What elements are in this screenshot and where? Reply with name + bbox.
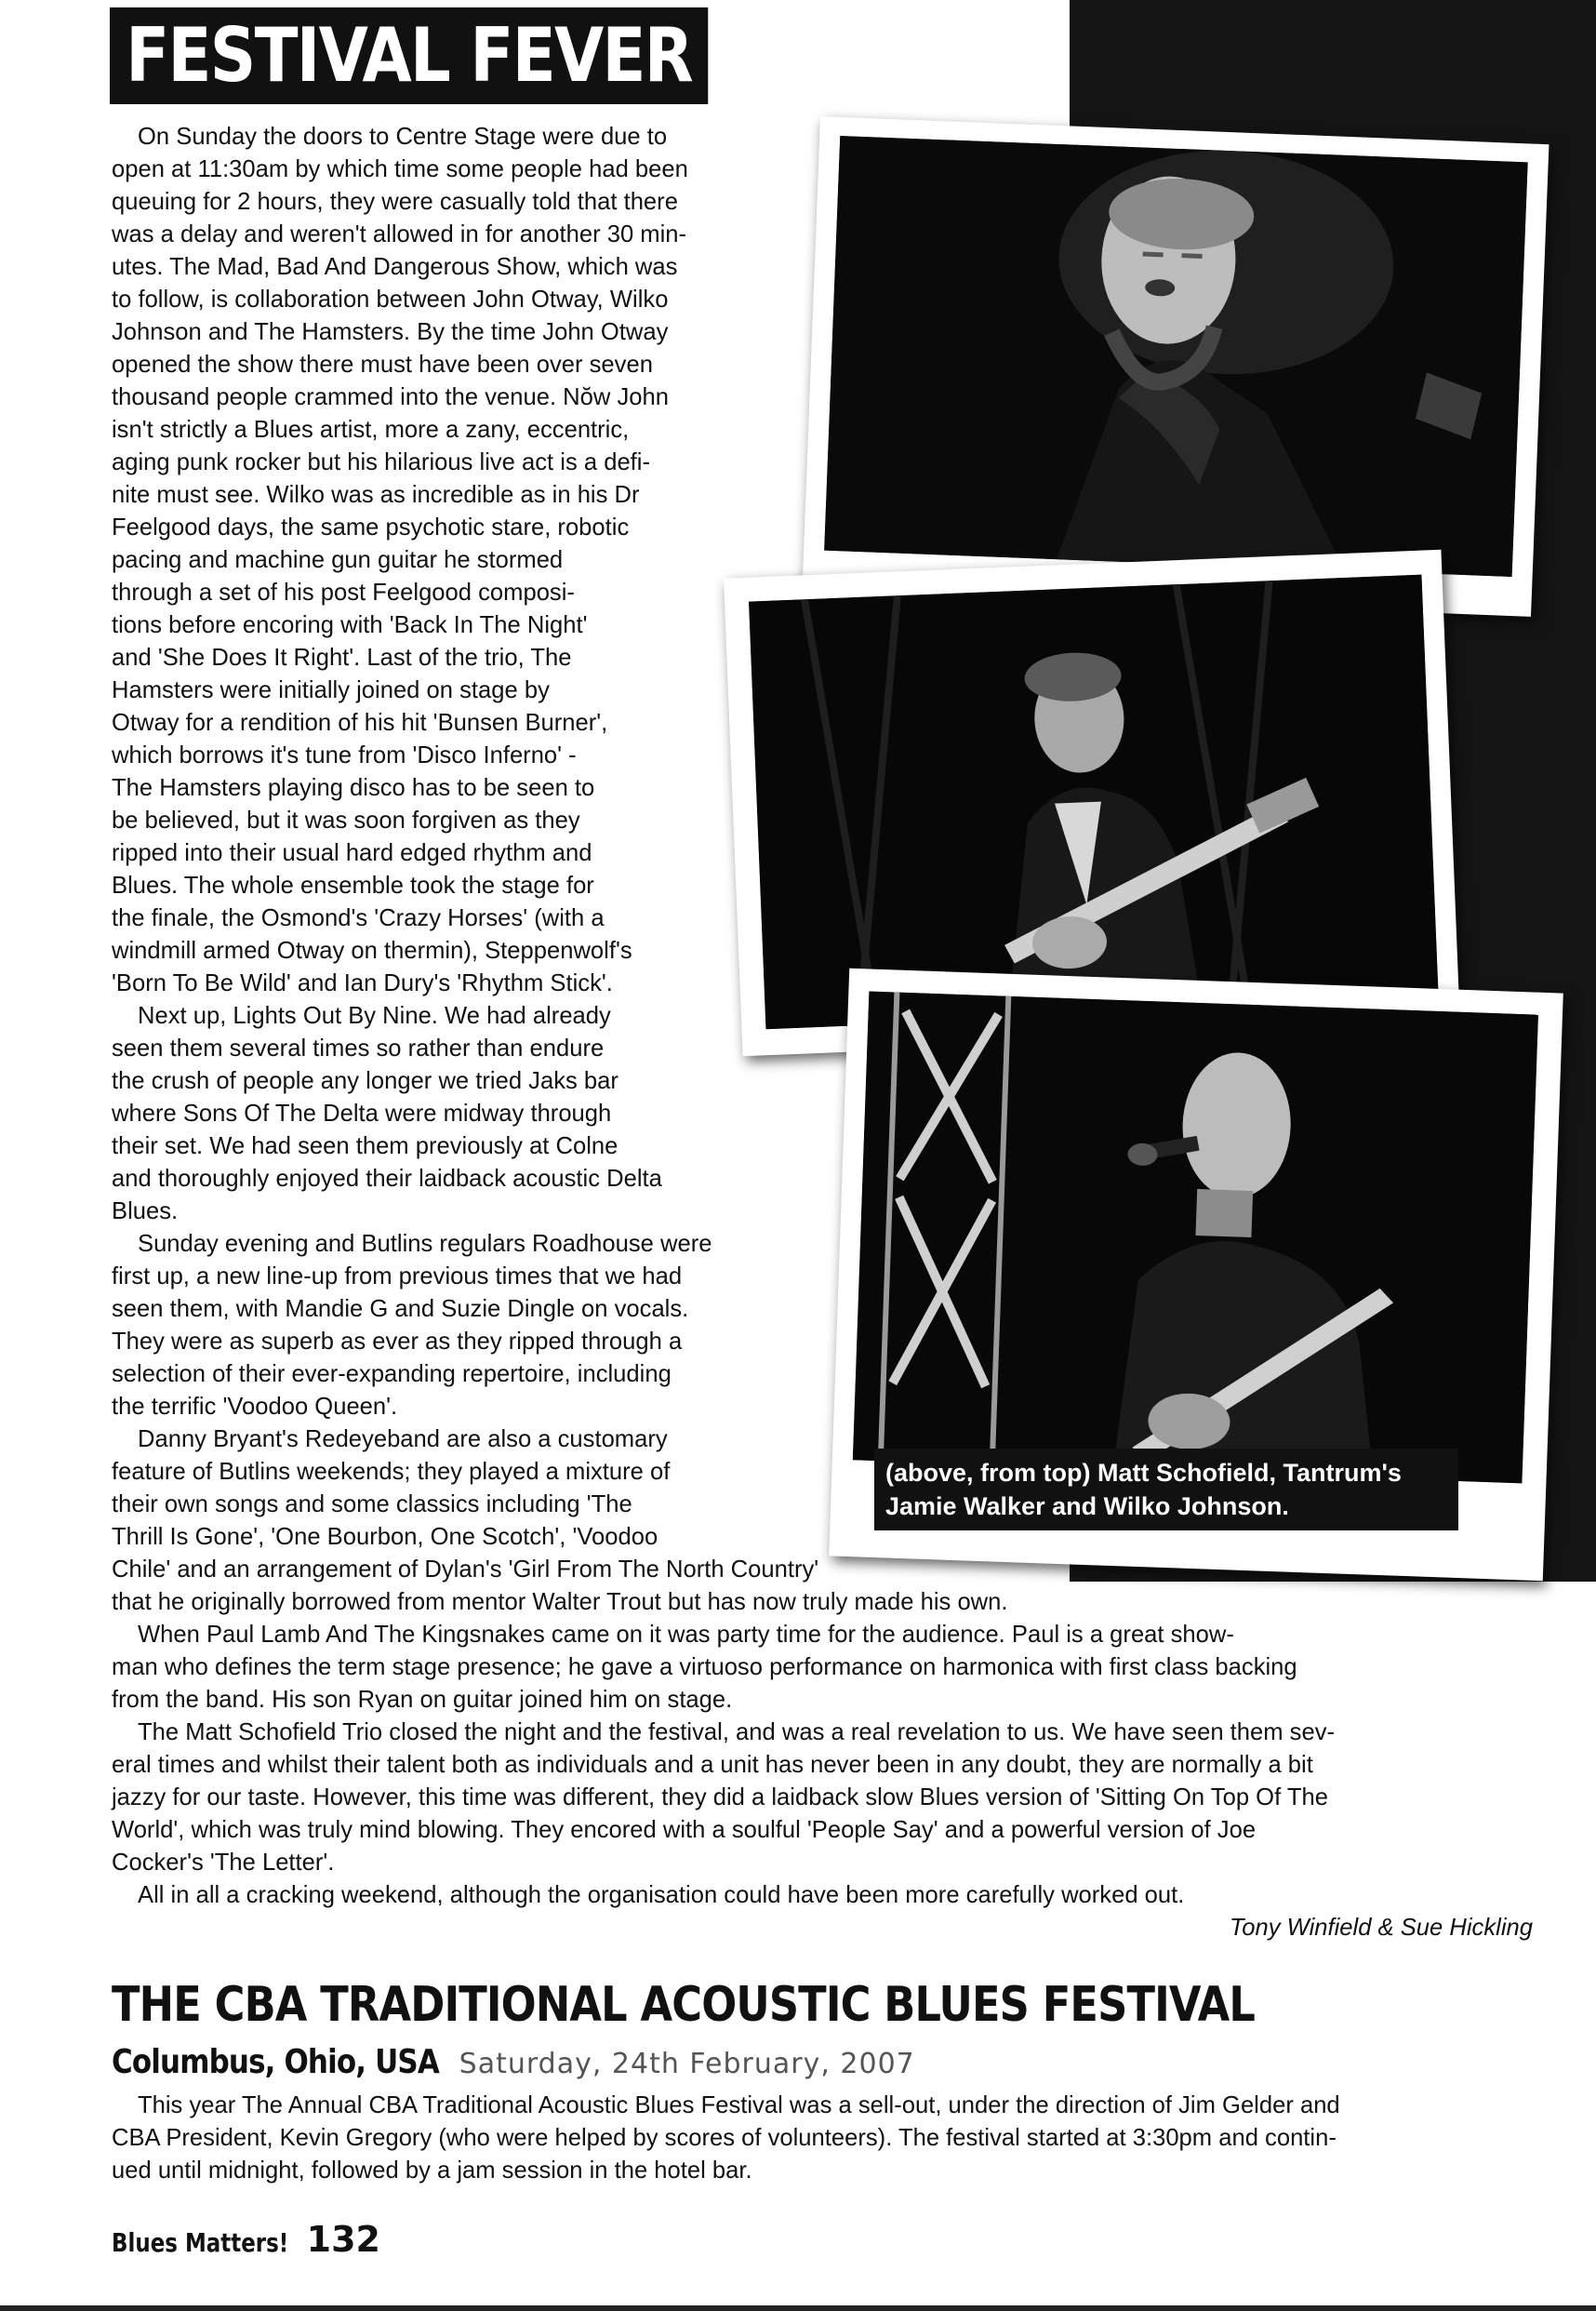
text-line: When Paul Lamb And The Kingsnakes came on it was party time for the audience. Paul is a great show-: [138, 1622, 1234, 1648]
text-line: Next up, Lights Out By Nine. We had already: [138, 1003, 611, 1029]
page-number: 132: [306, 2219, 380, 2260]
text-line: aging punk rocker but his hilarious live act is a defi-: [112, 449, 650, 475]
text-line: Hamsters were initially joined on stage by: [112, 677, 550, 703]
text-line: Feelgood days, the same psychotic stare, robotic: [112, 514, 630, 541]
text-line: tions before encoring with 'Back In The Night': [112, 612, 588, 638]
text-line: the finale, the Osmond's 'Crazy Horses' (with a: [112, 905, 605, 931]
text-line: and 'She Does It Right'. Last of the trio, The: [112, 645, 572, 671]
text-line: jazzy for our taste. However, this time was different, they did a laidback slow Blues version of 'Sitting On Top Of The: [112, 1784, 1328, 1810]
text-line: isn't strictly a Blues artist, more a zany, eccentric,: [112, 417, 630, 443]
page-edge: [0, 2305, 1596, 2311]
text-line: selection of their ever-expanding repertoire, including: [112, 1361, 672, 1387]
text-line: eral times and whilst their talent both as individuals and a unit has never been in any doubt, they are normally a bit: [112, 1752, 1313, 1778]
text-line: All in all a cracking weekend, although the organisation could have been more carefully worked out.: [138, 1882, 1185, 1908]
text-line: queuing for 2 hours, they were casually told that there: [112, 189, 678, 215]
text-line: 'Born To Be Wild' and Ian Dury's 'Rhythm Stick'.: [112, 970, 613, 996]
text-line: utes. The Mad, Bad And Dangerous Show, which was: [112, 254, 678, 280]
text-line: CBA President, Kevin Gregory (who were helped by scores of volunteers). The festival started at 3:30pm and contin-: [112, 2125, 1337, 2151]
text-line: be believed, but it was soon forgiven as they: [112, 808, 580, 834]
text-line: Chile' and an arrangement of Dylan's 'Girl From The North Country': [112, 1556, 819, 1583]
page-footer: [112, 2219, 380, 2260]
text-line: open at 11:30am by which time some people had been: [112, 156, 688, 182]
next-article-date: Saturday, 24th February, 2007: [459, 2048, 915, 2080]
text-line: Blues. The whole ensemble took the stage for: [112, 873, 594, 899]
text-line: seen them, with Mandie G and Suzie Dingle on vocals.: [112, 1296, 689, 1322]
text-line: to follow, is collaboration between John Otway, Wilko: [112, 287, 669, 313]
text-line: thousand people crammed into the venue. Nŏw John: [112, 384, 669, 410]
text-line: first up, a new line-up from previous times that we had: [112, 1263, 683, 1289]
text-line: that he originally borrowed from mentor Walter Trout but has now truly made his own.: [112, 1589, 1008, 1615]
text-line: where Sons Of The Delta were midway through: [112, 1101, 612, 1127]
paragraph: [112, 1879, 1335, 1912]
text-line: man who defines the term stage presence; he gave a virtuoso performance on harmonica with first class backing: [112, 1654, 1297, 1680]
text-line: On Sunday the doors to Centre Stage were due to: [138, 124, 668, 150]
paragraph: [112, 1717, 1335, 1879]
text-line: from the band. His son Ryan on guitar joined him on stage.: [112, 1687, 733, 1713]
text-line: the terrific 'Voodoo Queen'.: [112, 1394, 398, 1420]
text-line: their set. We had seen them previously at Colne: [112, 1133, 618, 1159]
text-line: ripped into their usual hard edged rhythm and: [112, 840, 592, 866]
text-line: The Matt Schofield Trio closed the night and the festival, and was a real revelation to us. We have seen them sev-: [138, 1719, 1336, 1745]
next-article-body: [112, 2090, 1340, 2187]
text-line: Otway for a rendition of his hit 'Bunsen Burner',: [112, 710, 608, 736]
text-line: and thoroughly enjoyed their laidback acoustic Delta: [112, 1166, 662, 1192]
text-line: pacing and machine gun guitar he stormed: [112, 547, 564, 573]
text-line: ued until midnight, followed by a jam session in the hotel bar.: [112, 2157, 752, 2184]
text-line: Cocker's 'The Letter'.: [112, 1850, 335, 1876]
text-line: Blues.: [112, 1198, 179, 1224]
text-line: which borrows it's tune from 'Disco Inferno' -: [112, 742, 577, 768]
text-line: World', which was truly mind blowing. They encored with a soulful 'People Say' and a powerful version of Joe: [112, 1817, 1257, 1843]
text-line: was a delay and weren't allowed in for another 30 min-: [112, 221, 687, 247]
text-line: feature of Butlins weekends; they played a mixture of: [112, 1459, 671, 1485]
article-text-upper: [112, 121, 1335, 1912]
paragraph: [112, 121, 1335, 1000]
magazine-name: Blues Matters!: [112, 2227, 289, 2258]
text-line: windmill armed Otway on thermin), Steppenwolf's: [112, 938, 632, 964]
paragraph: [112, 1423, 1335, 1619]
text-line: They were as superb as ever as they ripped through a: [112, 1329, 683, 1355]
text-line: This year The Annual CBA Traditional Acoustic Blues Festival was a sell-out, under the direction of Jim Gelder and: [138, 2092, 1340, 2118]
caption-line: (above, from top) Matt Schofield, Tantrum's: [885, 1459, 1402, 1487]
paragraph: [112, 1619, 1335, 1717]
text-line: Sunday evening and Butlins regulars Roadhouse were: [138, 1231, 712, 1257]
next-article-subhead: [112, 2043, 915, 2081]
next-article-headline: THE CBA TRADITIONAL ACOUSTIC BLUES FESTIVAL: [112, 1977, 1255, 2033]
text-line: seen them several times so rather than endure: [112, 1035, 605, 1062]
text-line: opened the show there must have been over seven: [112, 352, 653, 378]
paragraph: [112, 1228, 1335, 1423]
text-line: Johnson and The Hamsters. By the time John Otway: [112, 319, 669, 345]
caption-line: Jamie Walker and Wilko Johnson.: [885, 1492, 1289, 1520]
text-line: nite must see. Wilko was as incredible as in his Dr: [112, 482, 640, 508]
section-title: FESTIVAL FEVER: [110, 7, 708, 104]
text-line: Danny Bryant's Redeyeband are also a customary: [138, 1426, 668, 1452]
text-line: their own songs and some classics including 'The: [112, 1491, 632, 1517]
byline: Tony Winfield & Sue Hickling: [1229, 1915, 1533, 1941]
text-line: through a set of his post Feelgood composi-: [112, 580, 575, 606]
text-line: the crush of people any longer we tried Jaks bar: [112, 1068, 618, 1094]
text-line: Thrill Is Gone', 'One Bourbon, One Scotch', 'Voodoo: [112, 1524, 658, 1550]
text-line: The Hamsters playing disco has to be seen to: [112, 775, 595, 801]
next-article-location: Columbus, Ohio, USA: [112, 2043, 439, 2081]
paragraph: [112, 1000, 1335, 1228]
